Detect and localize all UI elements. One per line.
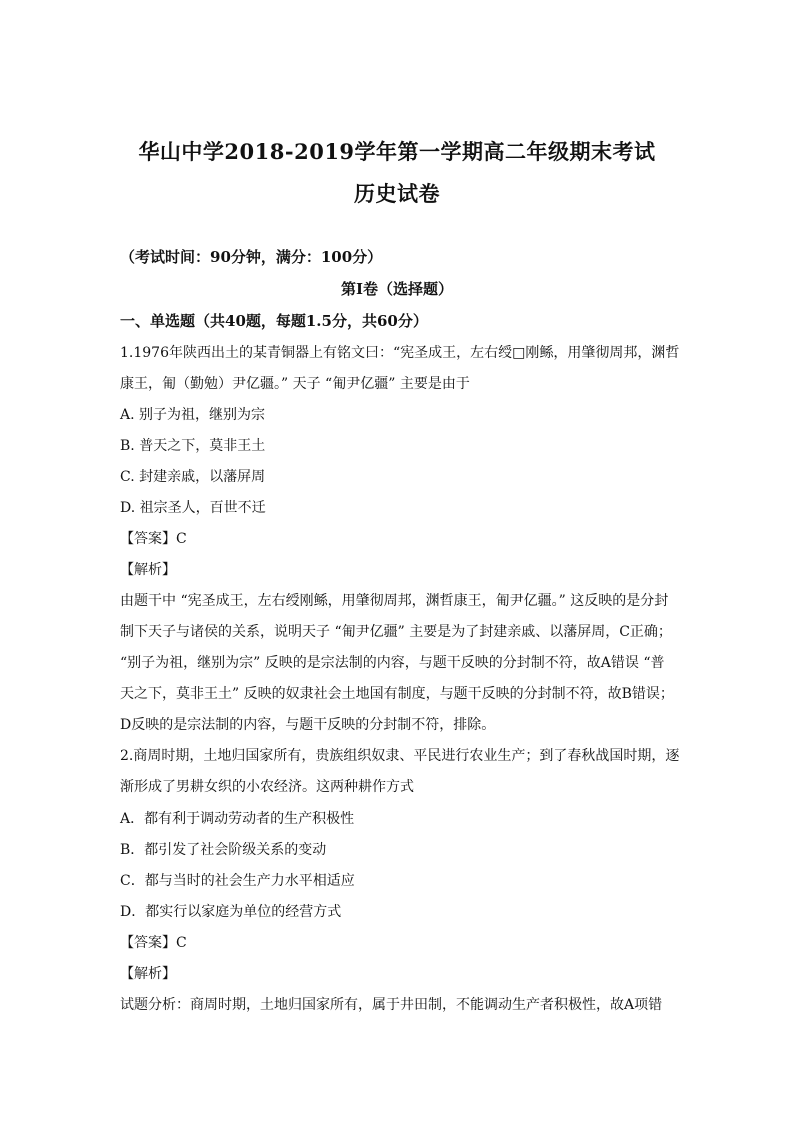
exam-info: （考试时间：90分钟，满分：100分） (120, 248, 383, 266)
question-1-stem-line-1: 1.1976年陕西出土的某青铜器上有铭文曰：“宪圣成王，左右绶□刚鲧，用肇彻周邦，渊哲 (120, 345, 680, 361)
part-title: 一、单选题（共40题，每题1.5分，共60分） (120, 312, 428, 330)
question-2-answer: 【答案】C (120, 935, 187, 951)
question-1-option-d: D. 祖宗圣人，百世不迁 (120, 500, 266, 516)
question-1-answer: 【答案】C (120, 531, 187, 547)
question-2-option-b: B．都引发了社会阶级关系的变动 (120, 842, 327, 858)
exam-title: 华山中学2018-2019学年第一学期高二年级期末考试 (138, 139, 656, 164)
question-1-option-c: C. 封建亲戚，以藩屏周 (120, 469, 266, 485)
question-1-analysis-line: D反映的是宗法制的内容，与题干反映的分封制不符，排除。 (120, 717, 496, 733)
question-2-analysis-label: 【解析】 (120, 966, 176, 982)
question-2-stem-line-1: 2.商周时期，土地归国家所有，贵族组织奴隶、平民进行农业生产；到了春秋战国时期，逐 (120, 748, 680, 764)
question-2-analysis-line: 试题分析：商周时期，土地归国家所有，属于井田制，不能调动生产者积极性，故A项错 (120, 997, 663, 1013)
question-1-analysis-label: 【解析】 (120, 562, 176, 578)
question-2-option-a: A．都有利于调动劳动者的生产积极性 (120, 811, 355, 827)
question-2-option-d: D．都实行以家庭为单位的经营方式 (120, 904, 342, 920)
question-2-option-c: C．都与当时的社会生产力水平相适应 (120, 873, 355, 889)
question-1-option-b: B. 普天之下，莫非王土 (120, 438, 266, 454)
section-title: 第Ⅰ卷（选择题） (340, 280, 454, 298)
question-2-stem-line-2: 渐形成了男耕女织的小农经济。这两种耕作方式 (120, 779, 414, 795)
question-1-analysis-line: “别子为祖，继别为宗” 反映的是宗法制的内容，与题干反映的分封制不符，故A错误 “普 (120, 655, 665, 671)
exam-subtitle: 历史试卷 (354, 181, 440, 206)
question-1-analysis-line: 由题干中 “宪圣成王，左右绶刚鲧，用肇彻周邦，渊哲康王，匍尹亿疆。” 这反映的是分封 (120, 593, 669, 609)
question-1-option-a: A. 别子为祖，继别为宗 (120, 407, 266, 423)
question-1-analysis-line: 制下天子与诸侯的关系，说明天子 “匍尹亿疆” 主要是为了封建亲戚、以藩屏周，C正确； (120, 624, 672, 640)
question-1-analysis-line: 天之下，莫非王土” 反映的奴隶社会土地国有制度，与题干反映的分封制不符，故B错误； (120, 686, 674, 702)
question-1-stem-line-2: 康王，匍（勤勉）尹亿疆。” 天子 “匍尹亿疆” 主要是由于 (120, 376, 470, 392)
